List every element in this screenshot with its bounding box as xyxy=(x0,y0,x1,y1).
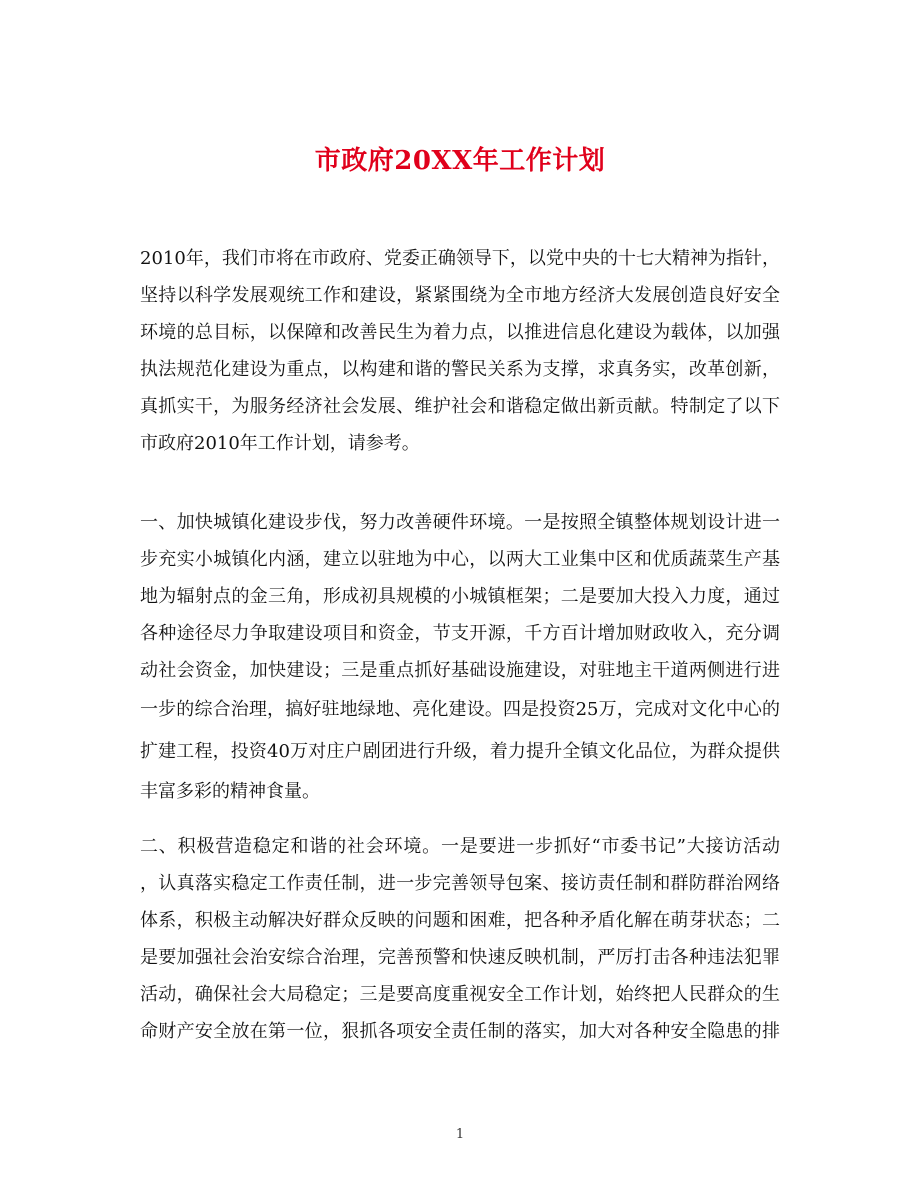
text-line: 命财产安全放在第一位，狠抓各项安全责任制的落实，加大对各种安全隐患的排 xyxy=(140,1021,780,1042)
text-line: 执法规范化建设为重点，以构建和谐的警民关系为支撑，求真务实，改革创新， xyxy=(140,359,780,380)
paragraph-section-two xyxy=(140,828,780,1050)
page-title: 市政府20XX年工作计划 xyxy=(314,146,606,177)
text-line: 活动，确保社会大局稳定；三是要高度重视安全工作计划，始终把人民群众的生 xyxy=(140,984,780,1005)
text-line: 坚持以科学发展观统工作和建设，紧紧围绕为全市地方经济大发展创造良好安全 xyxy=(140,285,780,306)
text-line: 市政府2010年工作计划，请参考。 xyxy=(140,433,420,454)
text-line: 体系，积极主动解决好群众反映的问题和困难，把各种矛盾化解在萌芽状态；二 xyxy=(140,910,780,931)
text-line: 步充实小城镇化内涵，建立以驻地为中心，以两大工业集中区和优质蔬菜生产基 xyxy=(140,549,780,570)
text-line: 2010年，我们市将在市政府、党委正确领导下，以党中央的十七大精神为指针， xyxy=(140,248,780,269)
paragraph-section-one xyxy=(140,504,780,810)
text-line: 动社会资金，加快建设；三是重点抓好基础设施建设，对驻地主干道两侧进行进 xyxy=(140,660,780,681)
text-line: 扩建工程，投资40万对庄户剧团进行升级，着力提升全镇文化品位，为群众提供 xyxy=(140,741,780,762)
text-line: 一、加快城镇化建设步伐，努力改善硬件环境。一是按照全镇整体规划设计进一 xyxy=(140,512,780,533)
text-line: ，认真落实稳定工作责任制，进一步完善领导包案、接访责任制和群防群治网络 xyxy=(140,873,780,894)
text-line: 地为辐射点的金三角，形成初具规模的小城镇框架；二是要加大投入力度，通过 xyxy=(140,586,780,607)
text-line: 二、积极营造稳定和谐的社会环境。一是要进一步抓好“市委书记”大接访活动 xyxy=(140,836,780,857)
text-line: 是要加强社会治安综合治理，完善预警和快速反映机制，严厉打击各种违法犯罪 xyxy=(140,947,780,968)
text-line: 丰富多彩的精神食量。 xyxy=(140,781,320,802)
page-number: 1 xyxy=(455,1127,465,1142)
text-line: 环境的总目标，以保障和改善民生为着力点，以推进信息化建设为载体，以加强 xyxy=(140,322,780,343)
text-line: 各种途径尽力争取建设项目和资金，节支开源，千方百计增加财政收入，充分调 xyxy=(140,623,780,644)
text-line: 一步的综合治理，搞好驻地绿地、亮化建设。四是投资25万，完成对文化中心的 xyxy=(140,699,780,720)
text-line: 真抓实干，为服务经济社会发展、维护社会和谐稳定做出新贡献。特制定了以下 xyxy=(140,396,780,417)
paragraph-intro xyxy=(140,240,780,462)
